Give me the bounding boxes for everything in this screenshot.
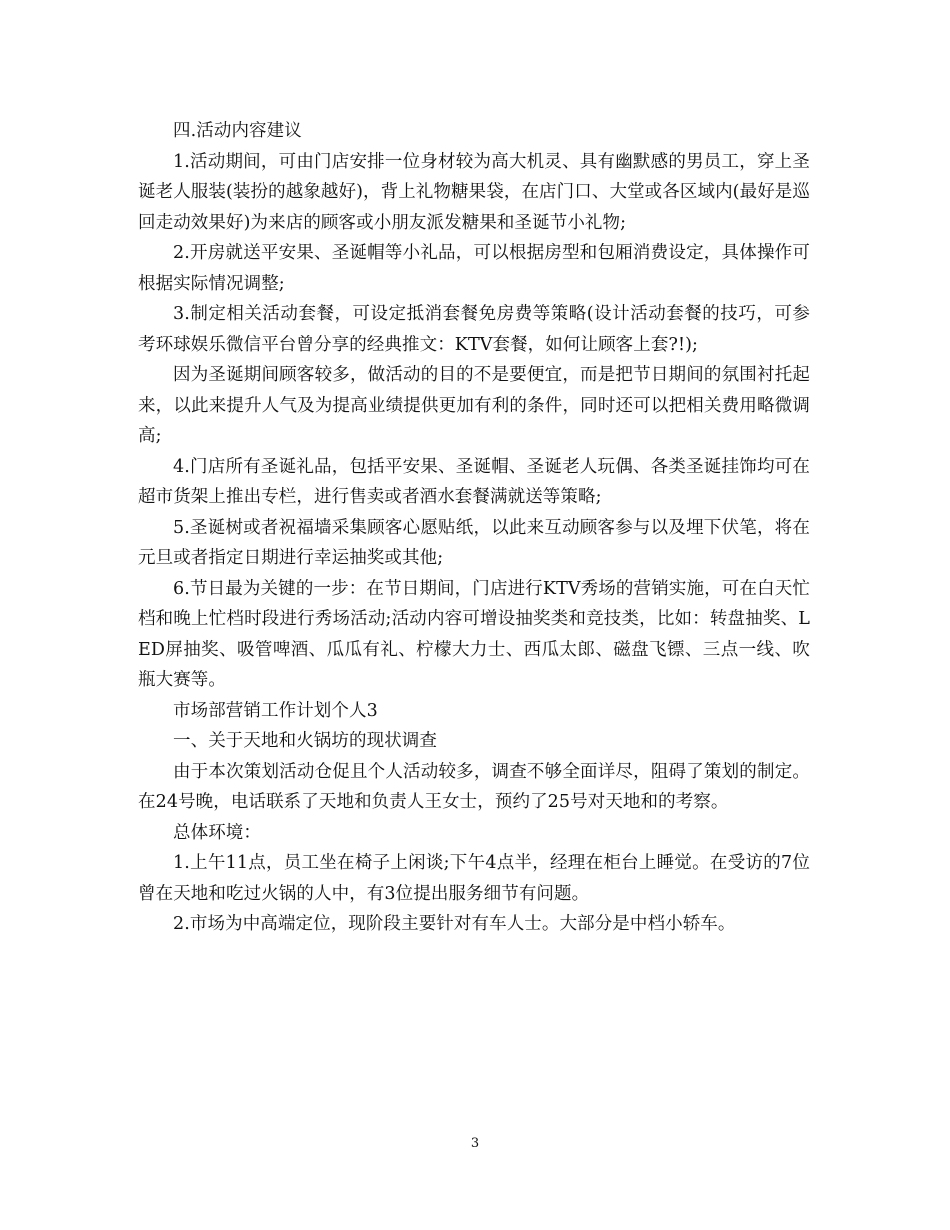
paragraph: 6.节日最为关键的一步：在节日期间，门店进行KTV秀场的营销实施，可在白天忙档和晚上忙档时段进行秀场活动;活动内容可增设抽奖类和竞技类，比如：转盘抽奖、LED屏抽奖、吸管啤酒、瓜瓜有礼、柠檬大力士、西瓜太郎、磁盘飞镖、三点一线、吹瓶大赛等。 [138, 578, 810, 690]
subheading: 总体环境： [173, 822, 261, 843]
paragraph: 1.活动期间，可由门店安排一位身材较为高大机灵、具有幽默感的男员工，穿上圣诞老人服装(装扮的越象越好)，背上礼物糖果袋，在店门口、大堂或各区域内(最好是巡回走动效果好)为来店的顾客或小朋友派发糖果和圣诞节小礼物; [138, 151, 810, 233]
document-body [138, 116, 810, 940]
paragraph: 1.上午11点，员工坐在椅子上闲谈;下午4点半，经理在柜台上睡觉。在受访的7位曾在天地和吃过火锅的人中，有3位提出服务细节有问题。 [138, 853, 810, 904]
paragraph: 4.门店所有圣诞礼品，包括平安果、圣诞帽、圣诞老人玩偶、各类圣诞挂饰均可在超市货架上推出专栏，进行售卖或者酒水套餐满就送等策略; [138, 456, 810, 507]
section-title: 市场部营销工作计划个人3 [173, 700, 378, 721]
paragraph: 3.制定相关活动套餐，可设定抵消套餐免房费等策略(设计活动套餐的技巧，可参考环球娱乐微信平台曾分享的经典推文：KTV套餐，如何让顾客上套?!); [138, 304, 810, 355]
paragraph: 由于本次策划活动仓促且个人活动较多，调查不够全面详尽，阻碍了策划的制定。在24号晚，电话联系了天地和负责人王女士，预约了25号对天地和的考察。 [138, 761, 810, 812]
paragraph: 2.市场为中高端定位，现阶段主要针对有车人士。大部分是中档小轿车。 [173, 914, 736, 934]
paragraph: 因为圣诞期间顾客较多，做活动的目的不是要便宜，而是把节日期间的氛围衬托起来，以此来提升人气及为提高业绩提供更加有利的条件，同时还可以把相关费用略微调高; [138, 365, 810, 446]
page-number: 3 [470, 1136, 480, 1151]
paragraph: 5.圣诞树或者祝福墙采集顾客心愿贴纸，以此来互动顾客参与以及埋下伏笔，将在元旦或者指定日期进行幸运抽奖或其他; [138, 517, 810, 568]
section-heading: 四.活动内容建议 [173, 121, 302, 141]
section-heading: 一、关于天地和火锅坊的现状调查 [173, 731, 437, 751]
paragraph: 2.开房就送平安果、圣诞帽等小礼品，可以根据房型和包厢消费设定，具体操作可根据实际情况调整; [138, 243, 810, 294]
